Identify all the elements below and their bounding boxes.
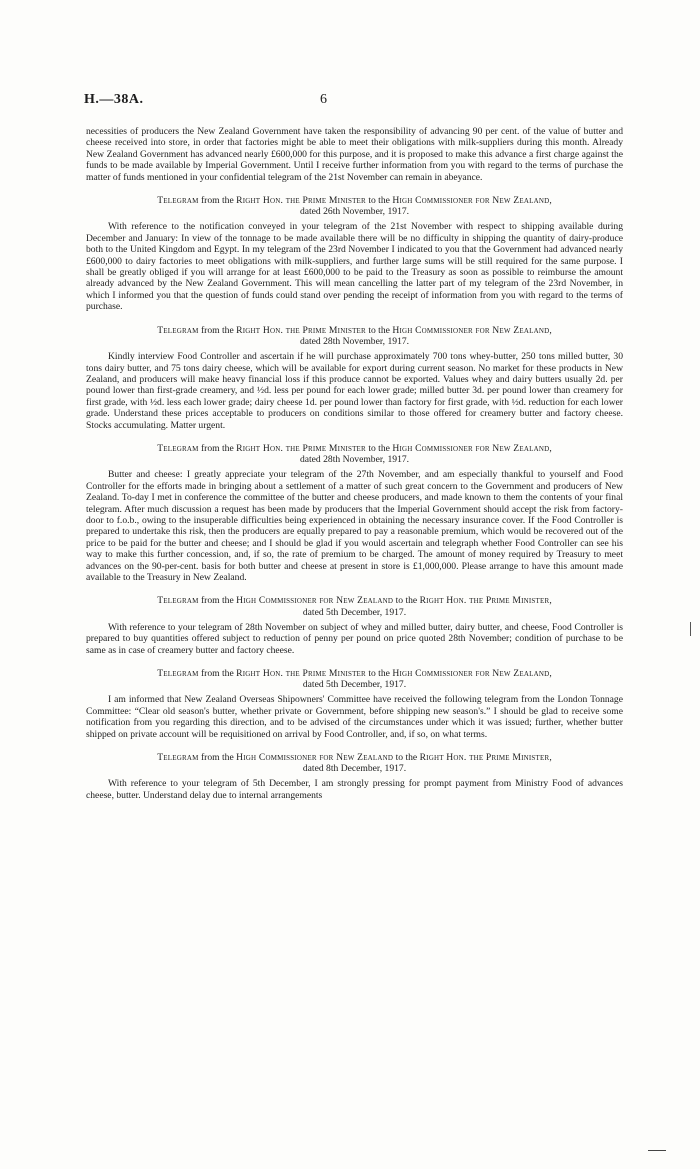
heading-date: dated 8th December, 1917. xyxy=(302,763,407,775)
heading-from-word: from the xyxy=(200,442,234,454)
telegram-heading: Telegram from the High Commissioner for New Zealand to the Right Hon. the Prime Minister, dated 8th December, 1917. xyxy=(86,752,623,774)
heading-to-word: to the xyxy=(395,595,418,607)
parliamentary-reference: H.—38A. xyxy=(84,92,144,107)
heading-date: dated 28th November, 1917. xyxy=(299,335,410,347)
telegram-heading: Telegram from the High Commissioner for New Zealand to the Right Hon. the Prime Minister, dated 5th December, 1917. xyxy=(86,595,623,617)
heading-sender: High Commissioner for New Zealand xyxy=(236,752,394,764)
heading-sender: Right Hon. the Prime Minister xyxy=(236,324,366,336)
page-header xyxy=(84,92,624,110)
heading-recipient: Right Hon. the Prime Minister xyxy=(419,595,550,607)
telegram-body: Kindly interview Food Controller and ascertain if he will purchase approximately 700 tons whey-butter, 250 tons milled butter, 30 tons dairy butter, and 75 tons dairy cheese, which will be available for export during current season. No market for these products in New Zealand, and producers will make heavy financial loss if this produce cannot be exported. Values whey and dairy butters usually 2d. per pound lower than first-grade creamery, and ½d. less per pound for each lower grade; milled butter 3d. per pound lower than creamery for first grade, with ½d. less each lower grade; dairy cheese 1d. per pound lower than factory for first grade, with ½d. reduction for each lower grade. Understand these prices acceptable to producers on conditions similar to those offered for creamery butter and factory cheese. Stocks accumulating. Matter urgent. xyxy=(86,351,623,431)
heading-recipient: Right Hon. the Prime Minister xyxy=(419,752,550,764)
telegram-heading: Telegram from the Right Hon. the Prime Minister to the High Commissioner for New Zealand, dated 28th November, 1917. xyxy=(86,443,623,465)
margin-mark xyxy=(690,622,691,636)
heading-to-word: to the xyxy=(395,752,418,764)
heading-prefix: Telegram xyxy=(157,442,199,454)
heading-from-word: from the xyxy=(200,752,234,764)
heading-to-word: to the xyxy=(368,324,390,336)
heading-prefix: Telegram xyxy=(157,595,199,607)
telegram-body: Butter and cheese: I greatly appreciate your telegram of the 27th November, and am especially thankful to yourself and Food Controller for the efforts made in bringing about a settlement of a matter of such great concern to the Government and producers of New Zealand. To-day I met in conference the committee of the butter and cheese producers, and made known to them the contents of your final telegram. After much discussion a request has been made by producers that the Imperial Government should accept the risk from factory-door to f.o.b., owing to the insuperable difficulties being experienced in obtaining the necessary insurance cover. If the Food Controller is prepared to undertake this risk, then the producers are equally prepared to pay a reasonable premium, which would be recovered out of the price to be paid for the butter and cheese; and I should be glad if you would ascertain and telegraph whether Food Controller can see his way to make this further concession, and, if so, the rate of premium to be charged. The amount of money required by Treasury to meet advances on the 90-per-cent. basis for both butter and cheese at present in store is £1,000,000. Please arrange to have this amount made available to the Treasury in New Zealand. xyxy=(86,469,623,583)
heading-prefix: Telegram xyxy=(157,195,199,207)
telegram-body: With reference to the notification conveyed in your telegram of the 21st November with respect to shipping available during December and January: In view of the tonnage to be made available there will be no difficulty in shipping the quantity of dairy-produce both to the United Kingdom and Egypt. In my telegram of the 23rd November I indicated to you that the Government had advanced nearly £600,000 to dairy factories to meet obligations with milk-suppliers, and further large sums will be still required for the same purpose. I shall be greatly obliged if you will arrange for at least £600,000 to be paid to the Treasury as soon as possible to reimburse the amount already advanced by the New Zealand Government. This will mean cancelling the latter part of my telegram of the 23rd November, in which I informed you that the question of funds could stand over pending the receipt of information from you with regard to the terms of purchase. xyxy=(86,221,623,313)
heading-to-word: to the xyxy=(368,668,390,680)
edge-mark xyxy=(648,1150,666,1151)
heading-recipient: High Commissioner for New Zealand xyxy=(392,324,550,336)
heading-from-word: from the xyxy=(200,668,234,680)
heading-date: dated 5th December, 1917. xyxy=(302,606,407,618)
page-number: 6 xyxy=(320,92,327,107)
telegram-heading: Telegram from the Right Hon. the Prime Minister to the High Commissioner for New Zealand, dated 26th November, 1917. xyxy=(86,195,623,217)
heading-date: dated 5th December, 1917. xyxy=(302,679,407,691)
telegram-body: I am informed that New Zealand Overseas Shipowners' Committee have received the following telegram from the London Tonnage Committee: “Clear old season's butter, whether private or Government, before shipping new season's.” I should be glad to receive some notification from you regarding this direction, and to be advised of the circumstances under which it was issued; further, whether butter shipped on private account will be requisitioned on arrival by Food Controller, and, if so, on what terms. xyxy=(86,694,623,740)
heading-sender: High Commissioner for New Zealand xyxy=(236,595,394,607)
heading-recipient: High Commissioner for New Zealand xyxy=(392,668,550,680)
heading-prefix: Telegram xyxy=(157,752,199,764)
document-body xyxy=(86,126,623,801)
heading-to-word: to the xyxy=(368,442,390,454)
telegram-heading: Telegram from the Right Hon. the Prime Minister to the High Commissioner for New Zealand, dated 28th November, 1917. xyxy=(86,325,623,347)
heading-from-word: from the xyxy=(200,595,234,607)
heading-recipient: High Commissioner for New Zealand xyxy=(392,442,550,454)
telegram-body: With reference to your telegram of 5th December, I am strongly pressing for prompt payment from Ministry Food of advances cheese, butter. Understand delay due to internal arrangements xyxy=(86,778,623,801)
heading-sender: Right Hon. the Prime Minister xyxy=(236,195,366,207)
telegram-heading: Telegram from the Right Hon. the Prime Minister to the High Commissioner for New Zealand, dated 5th December, 1917. xyxy=(86,668,623,690)
opening-paragraph: necessities of producers the New Zealand Government have taken the responsibility of advancing 90 per cent. of the value of butter and cheese received into store, in order that factories might be able to meet their obligations with milk-suppliers during this month. Already New Zealand Government has advanced nearly £600,000 for this purpose, and it is proposed to make this advance a first charge against the funds to be made available by Imperial Government. Until I receive further information from you with regard to the terms of purchase the matter of funds mentioned in your confidential telegram of the 21st November can remain in abeyance. xyxy=(86,126,623,183)
heading-recipient: High Commissioner for New Zealand xyxy=(392,195,550,207)
heading-from-word: from the xyxy=(200,324,234,336)
telegram-body: With reference to your telegram of 28th November on subject of whey and milled butter, dairy butter, and cheese, Food Controller is prepared to buy quantities offered subject to reduction of penny per pound on price quoted 28th November; condition of purchase to be same as in case of creamery butter and factory cheese. xyxy=(86,621,623,656)
heading-date: dated 28th November, 1917. xyxy=(299,454,410,466)
heading-date: dated 26th November, 1917. xyxy=(299,206,410,218)
heading-from-word: from the xyxy=(200,195,234,207)
heading-sender: Right Hon. the Prime Minister xyxy=(236,442,366,454)
heading-prefix: Telegram xyxy=(157,668,199,680)
heading-sender: Right Hon. the Prime Minister xyxy=(236,668,366,680)
heading-to-word: to the xyxy=(368,195,390,207)
heading-prefix: Telegram xyxy=(157,324,199,336)
